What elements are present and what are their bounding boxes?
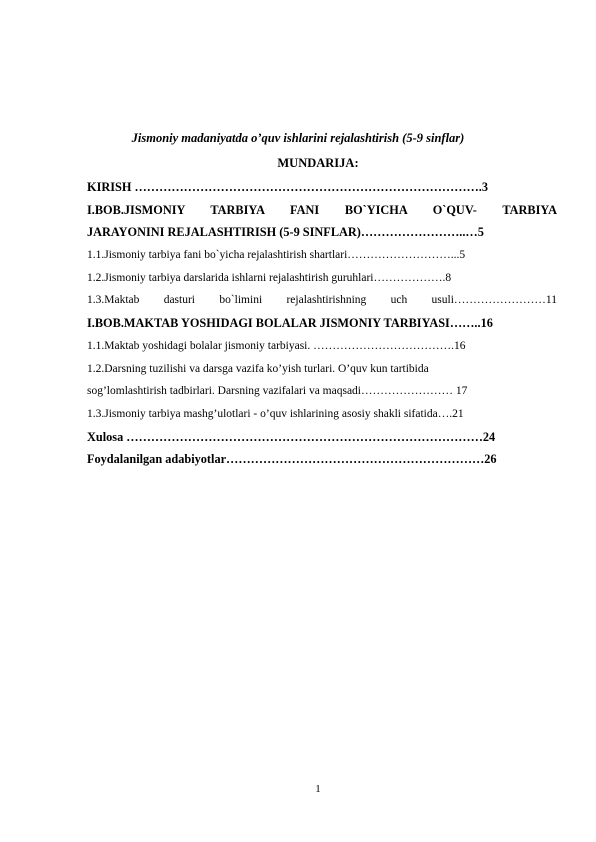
toc-entry-bibliography: Foydalanilgan adabiyotlar………………………………………………………26 (87, 452, 497, 467)
toc-entry-2-3: 1.3.Jismoniy tarbiya mashg’ulotlari - o’quv ishlarining asosiy shakli sifatida….21 (87, 407, 464, 420)
toc-entry-xulosa: Xulosa ……………………………………………………………………………24 (87, 429, 496, 444)
table-of-contents (87, 179, 557, 474)
toc-entry-1-2: 1.2.Jismoniy tarbiya darslarida ishlarni rejalashtirish guruhlari……………….8 (87, 271, 452, 284)
page-number: 1 (315, 783, 321, 795)
toc-entry-chapter-1-line-1: I.BOB.JISMONIY TARBIYA FANI BO`YICHA O`QUV- TARBIYA (87, 202, 557, 217)
toc-entry-chapter-1-line-2: JARAYONINI REJALASHTIRISH (5-9 SINFLAR)……………………..…5 (87, 225, 484, 240)
toc-entry-2-1: 1.1.Maktab yoshidagi bolalar jismoniy tarbiyasi. ……………………………….16 (87, 339, 466, 352)
document-title: Jismoniy madaniyatda o’quv ishlarini rejalashtirish (5-9 sinflar) (131, 131, 465, 145)
contents-heading: MUNDARIJA: (277, 156, 359, 170)
toc-entry-2-2-line-1: 1.2.Darsning tuzilishi va darsga vazifa ko’yish turlari. O’quv kun tartibida (87, 362, 429, 375)
toc-entry-2-2-line-2: sog’lomlashtirish tadbirlari. Darsning vazifalari va maqsadi…………………… 17 (87, 385, 468, 398)
toc-entry-1-1: 1.1.Jismoniy tarbiya fani bo`yicha rejalashtirish shartlari………………………...5 (87, 249, 466, 262)
toc-entry-chapter-2: I.BOB.MAKTAB YOSHIDAGI BOLALAR JISMONIY TARBIYASI……..16 (87, 316, 493, 331)
toc-entry-kirish: KIRISH ………………………………………………………………………….3 (87, 180, 489, 194)
toc-entry-1-3: 1.3.Maktab dasturi bo`limini rejalashtirishning uch usuli……………………11 (87, 294, 557, 307)
